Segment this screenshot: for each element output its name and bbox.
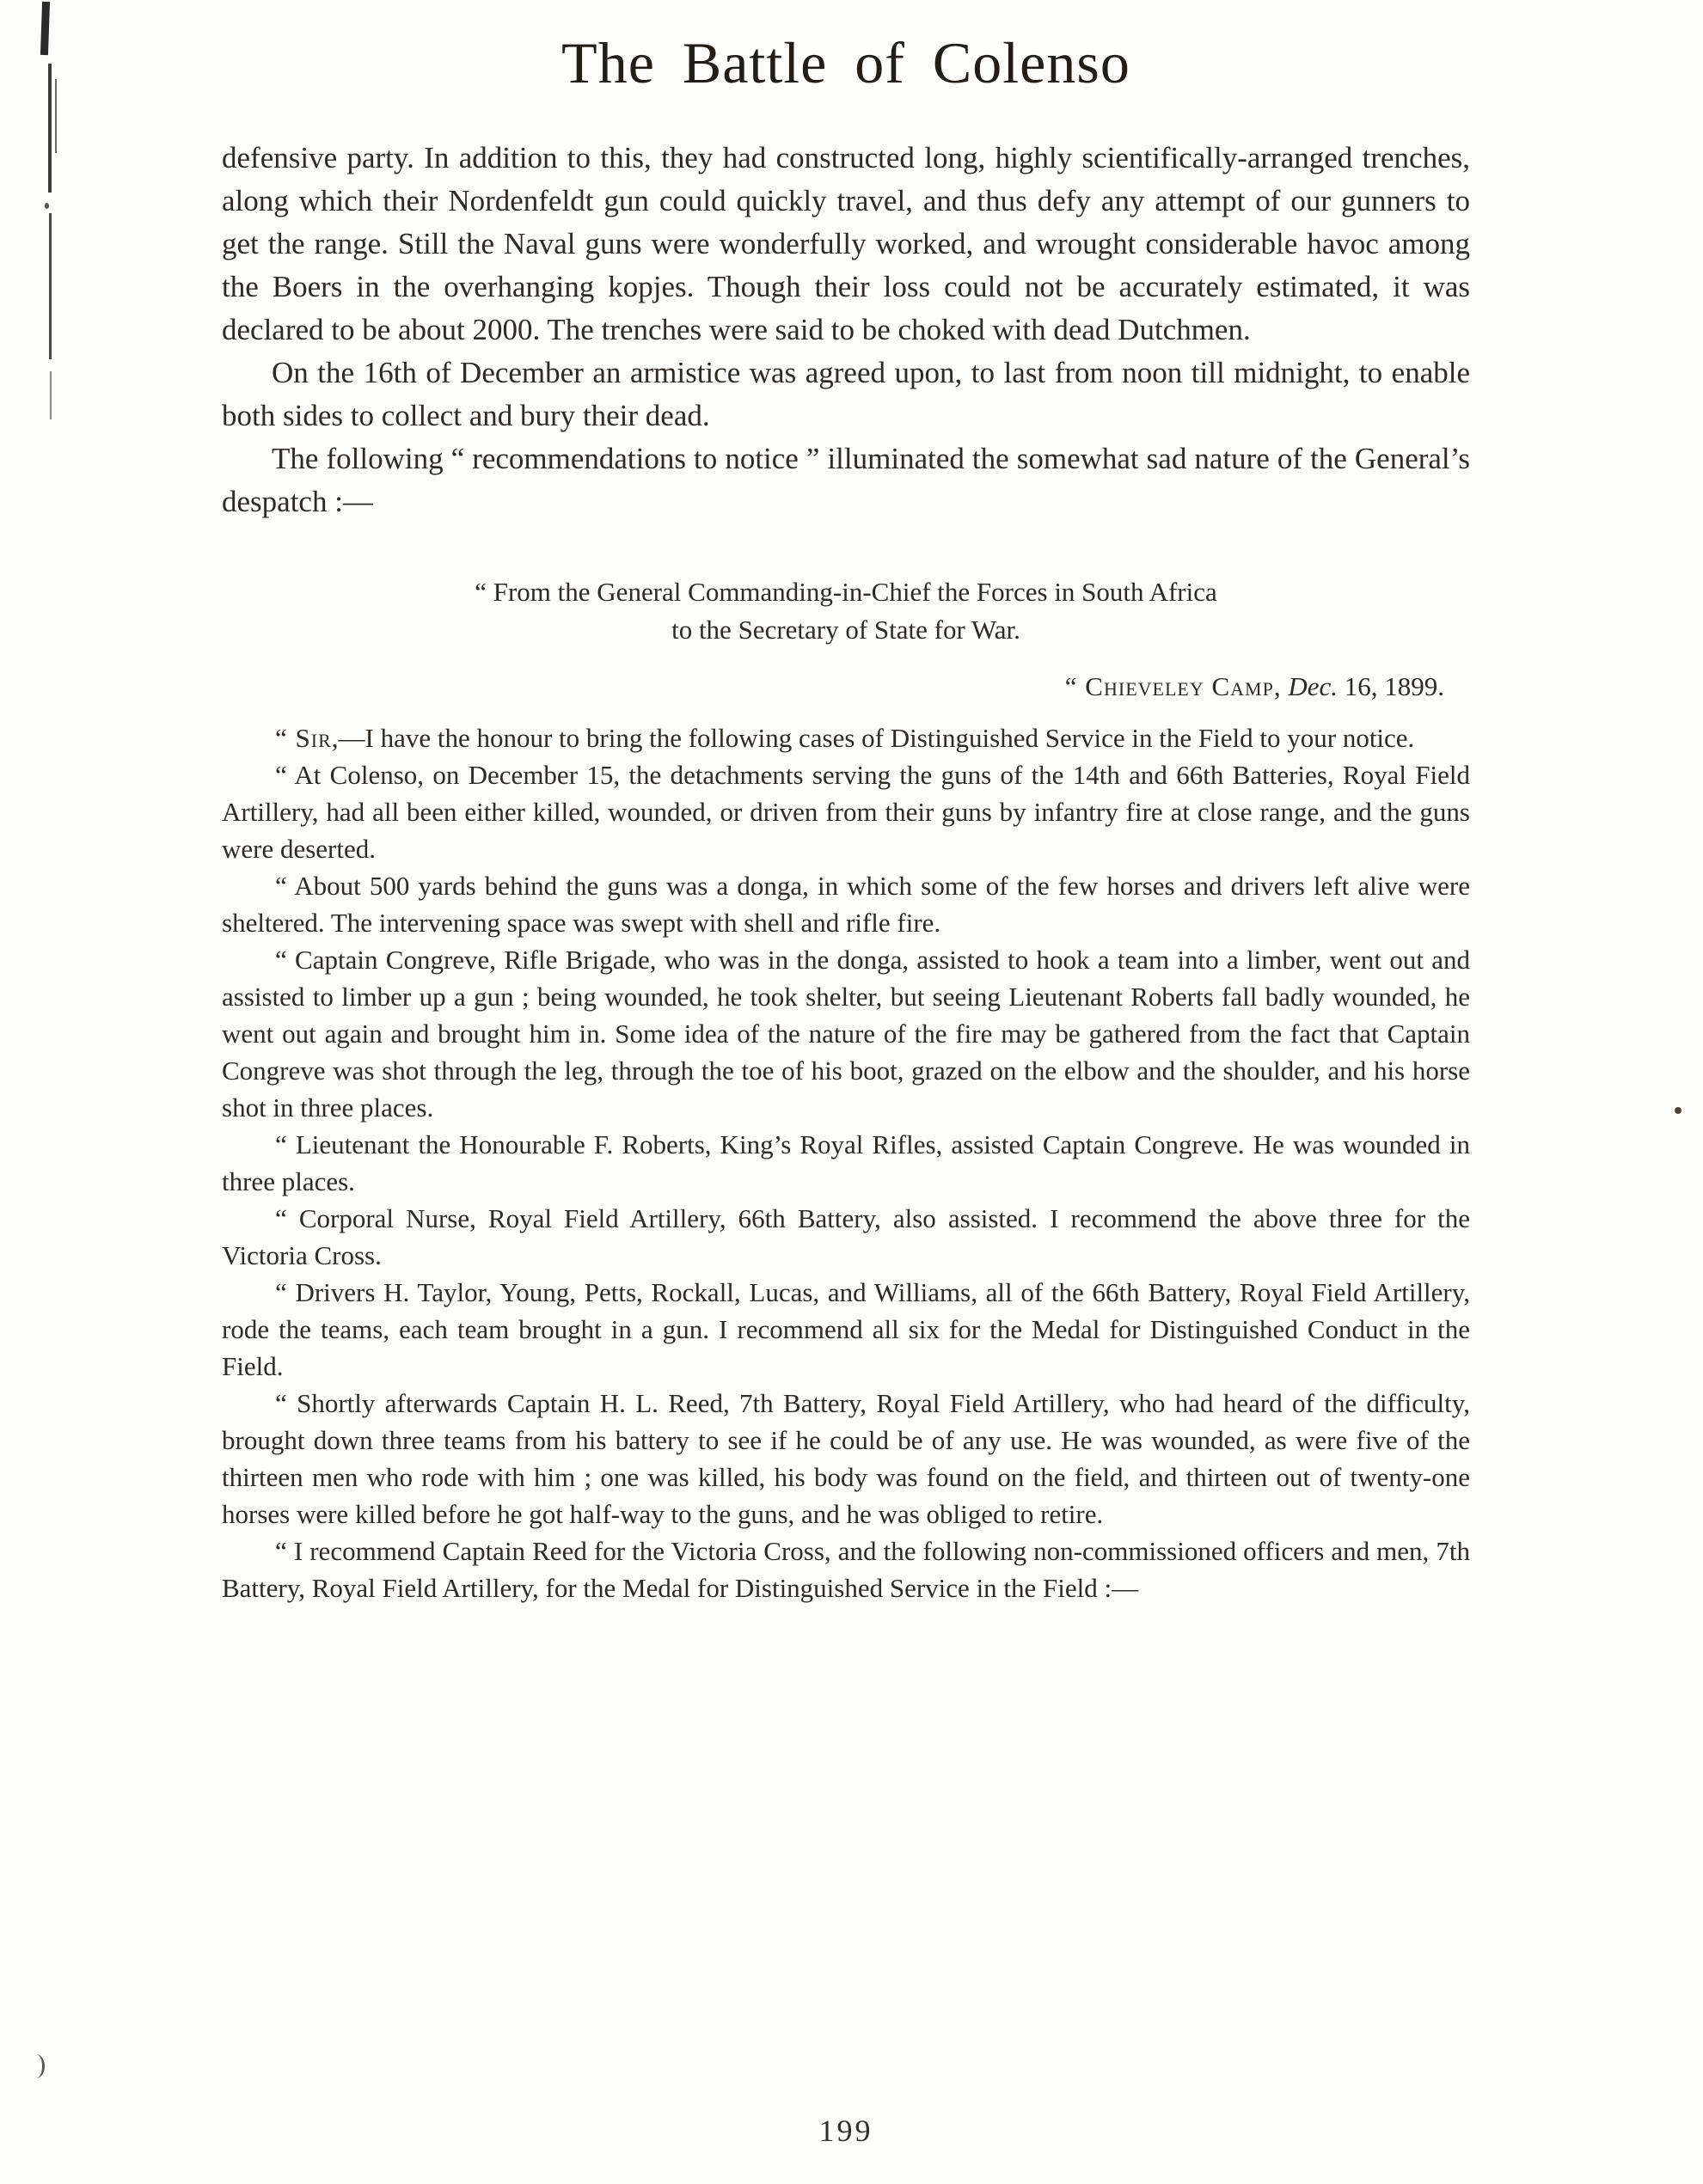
page-title: The Battle of Colenso xyxy=(561,30,1130,95)
scan-artifact-speck xyxy=(1675,1107,1682,1114)
letter-paragraph: “ At Colenso, on December 15, the detachments serving the guns of the 14th and 66th Batteries, Royal Field Artillery, had all been either killed, wounded, or driven from their guns by infantry fire at close range, and the guns were deserted. xyxy=(222,760,1470,864)
page-number: 199 xyxy=(818,2114,873,2148)
scan-artifact-binding-mark xyxy=(55,79,57,153)
letter-paragraph: “ I recommend Captain Reed for the Victoria Cross, and the following non-commissioned officers and men, 7th Battery, Royal Field Artillery, for the Medal for Distinguished Service in the Field :— xyxy=(222,1536,1470,1603)
scan-artifact-binding-mark xyxy=(48,64,52,193)
scan-artifact-mark xyxy=(31,2054,45,2078)
letter-heading-line: “ From the General Commanding-in-Chief the Forces in South Africa xyxy=(475,577,1217,607)
scan-artifact-binding-mark xyxy=(49,213,52,359)
salutation-rest: ,—I have the honour to bring the following cases of Distinguished Service in the Field to your notice. xyxy=(331,723,1415,753)
body-paragraph: The following “ recommendations to notice ” illuminated the somewhat sad nature of the General’s despatch :— xyxy=(222,442,1470,518)
letter-paragraph: “ Captain Congreve, Rifle Brigade, who was in the donga, assisted to hook a team into a limber, went out and assisted to limber up a gun ; being wounded, he took shelter, but seeing Lieutenant Roberts fall badly wounded, he went out again and brought him in. Some idea of the nature of the fire may be gathered from the fact that Captain Congreve was shot through the leg, through the toe of his boot, grazed on the elbow and the shoulder, and his horse shot in three places. xyxy=(222,945,1470,1123)
letter-heading-line: to the Secretary of State for War. xyxy=(671,615,1020,645)
dateline-camp: “ Chieveley Camp, xyxy=(1064,671,1282,701)
letter-paragraph-salutation xyxy=(222,719,1470,756)
letter-dateline xyxy=(222,668,1444,706)
letter-paragraph: “ Drivers H. Taylor, Young, Petts, Rockall, Lucas, and Williams, all of the 66th Battery, Royal Field Artillery, rode the teams, each team brought in a gun. I recommend all six for the Medal for Distinguished Conduct in the Field. xyxy=(222,1277,1470,1381)
scan-artifact-dot xyxy=(45,203,49,209)
letter-paragraph: “ Corporal Nurse, Royal Field Artillery, 66th Battery, also assisted. I recommend the above three for the Victoria Cross. xyxy=(222,1203,1470,1270)
body-paragraph: On the 16th of December an armistice was agreed upon, to last from noon till midnight, to enable both sides to collect and bury their dead. xyxy=(222,356,1470,432)
scan-artifact-binding-mark xyxy=(50,371,52,419)
page-content xyxy=(222,29,1470,1606)
dateline-month: Dec. xyxy=(1288,671,1338,701)
letter-paragraph: “ Lieutenant the Honourable F. Roberts, King’s Royal Rifles, assisted Captain Congreve. He was wounded in three places. xyxy=(222,1129,1470,1196)
despatch-letter xyxy=(222,573,1470,1606)
body-paragraph: defensive party. In addition to this, they had constructed long, highly scientifically-arranged trenches, along which their Nordenfeldt gun could quickly travel, and thus defy any attempt of our gunners to get the range. Still the Naval guns were wonderfully worked, and wrought considerable havoc among the Boers in the overhanging kopjes. Though their loss could not be accurately estimated, it was declared to be about 2000. The trenches were said to be choked with dead Dutchmen. xyxy=(222,141,1470,346)
dateline-year: 16, 1899. xyxy=(1344,671,1444,701)
salutation: “ Sir xyxy=(275,723,332,753)
letter-paragraph: “ About 500 yards behind the guns was a donga, in which some of the few horses and drivers left alive were sheltered. The intervening space was swept with shell and rifle fire. xyxy=(222,871,1470,938)
letter-paragraph: “ Shortly afterwards Captain H. L. Reed, 7th Battery, Royal Field Artillery, who had heard of the difficulty, brought down three teams from his battery to see if he could be of any use. He was wounded, as were five of the thirteen men who rode with him ; one was killed, his body was found on the field, and thirteen out of twenty-one horses were killed before he got half-way to the guns, and he was obliged to retire. xyxy=(222,1388,1470,1529)
scan-artifact-binding-mark xyxy=(40,2,50,55)
